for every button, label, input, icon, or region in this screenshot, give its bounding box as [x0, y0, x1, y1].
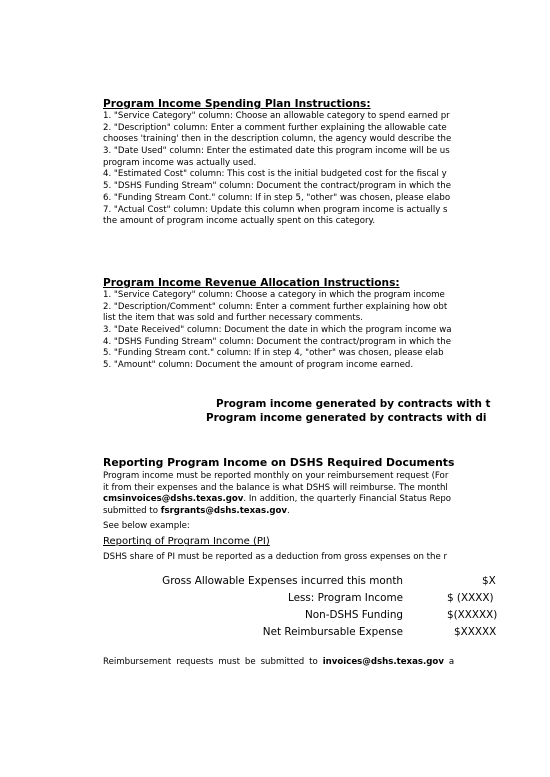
period-text: .: [287, 506, 290, 517]
table-label: Non-DSHS Funding: [304, 609, 403, 621]
spending-line: 2. "Description" column: Enter a comment further explaining the allowable cate: [103, 122, 447, 133]
table-row: [103, 608, 500, 622]
revenue-line: 5. "Funding Stream cont." column: If in step 4, "other" was chosen, please elab: [103, 348, 444, 359]
table-label: Gross Allowable Expenses incurred this month: [162, 575, 403, 587]
revenue-allocation-list: [103, 290, 500, 372]
spending-line: 5. "DSHS Funding Stream" column: Document the contract/program in which the: [103, 181, 452, 192]
reporting-line: it from their expenses and the balance is what DSHS will reimburse. The monthl: [103, 482, 448, 493]
table-value: $(XXXXX): [447, 609, 498, 621]
table-row: [103, 625, 500, 639]
pi-heading: Reporting of Program Income (PI): [103, 536, 270, 548]
table-value: $ (XXXX): [447, 592, 494, 604]
reimbursement-tail: a: [443, 657, 455, 667]
fsr-grants-email[interactable]: fsrgrants@dshs.texas.gov: [160, 506, 288, 517]
revenue-line: 2. "Description/Comment" column: Enter a comment further explaining how obt: [103, 301, 448, 312]
reimbursement-footer: [103, 657, 500, 669]
reporting-title: Reporting Program Income on DSHS Required Documents: [103, 456, 455, 469]
spending-line: chooses 'training' then in the description column, the agency would describe the: [103, 134, 452, 145]
table-label: Less: Program Income: [287, 592, 403, 604]
reporting-line: [103, 506, 500, 518]
table-label: Net Reimbursable Expense: [262, 626, 403, 638]
reporting-paragraph: [103, 471, 500, 518]
spending-line: 7. "Actual Cost" column: Update this column when program income is actually s: [103, 204, 448, 215]
spending-plan-list: [103, 111, 500, 228]
contracts-note-1: Program income generated by contracts with t: [216, 398, 491, 410]
spending-plan-title: Program Income Spending Plan Instructions:: [103, 98, 371, 110]
spending-line: 1. "Service Category" column: Choose an allowable category to spend earned pr: [103, 111, 450, 121]
submitted-to-text: submitted to: [103, 506, 161, 517]
table-value: $XXXXX: [454, 626, 497, 638]
reimbursement-line: [103, 657, 500, 669]
reporting-line: [103, 494, 500, 506]
revenue-line: 1. "Service Category" column: Choose a category in which the program income: [103, 290, 445, 300]
spending-line: program income was actually used.: [103, 157, 257, 168]
dshs-share-text: DSHS share of PI must be reported as a deduction from gross expenses on the r: [103, 552, 448, 563]
reporting-section: [103, 456, 500, 564]
see-below-text: See below example:: [103, 520, 190, 531]
revenue-allocation-section: [103, 276, 500, 372]
spending-plan-section: [103, 97, 500, 228]
revenue-allocation-title: Program Income Revenue Allocation Instructions:: [103, 277, 400, 289]
spending-line: 3. "Date Used" column: Enter the estimated date this program income will be us: [103, 146, 450, 157]
reimbursement-text: Reimbursement requests must be submitted to: [103, 657, 323, 667]
table-row: [103, 591, 500, 605]
revenue-line: 4. "DSHS Funding Stream" column: Document the contract/program in which the: [103, 336, 452, 347]
spending-line: 6. "Funding Stream Cont." column: If in step 5, "other" was chosen, please elabo: [103, 192, 451, 203]
contracts-note-2: Program income generated by contracts with di: [206, 412, 487, 424]
revenue-line: 5. "Amount" column: Document the amount of program income earned.: [103, 360, 414, 371]
cms-invoices-email[interactable]: cmsinvoices@dshs.texas.gov: [103, 494, 244, 505]
table-value: $X: [482, 575, 496, 587]
spending-line: the amount of program income actually spent on this category.: [103, 216, 376, 227]
spending-line: 4. "Estimated Cost" column: This cost is the initial budgeted cost for the fiscal y: [103, 169, 447, 180]
revenue-line: 3. "Date Received" column: Document the date in which the program income wa: [103, 325, 452, 336]
reporting-line: Program income must be reported monthly on your reimbursement request (For: [103, 471, 449, 481]
invoices-email[interactable]: invoices@dshs.texas.gov: [322, 657, 444, 667]
reporting-line-rest: . In addition, the quarterly Financial Status Repo: [243, 494, 452, 505]
revenue-line: list the item that was sold and further necessary comments.: [103, 313, 363, 324]
table-row: [103, 574, 500, 588]
